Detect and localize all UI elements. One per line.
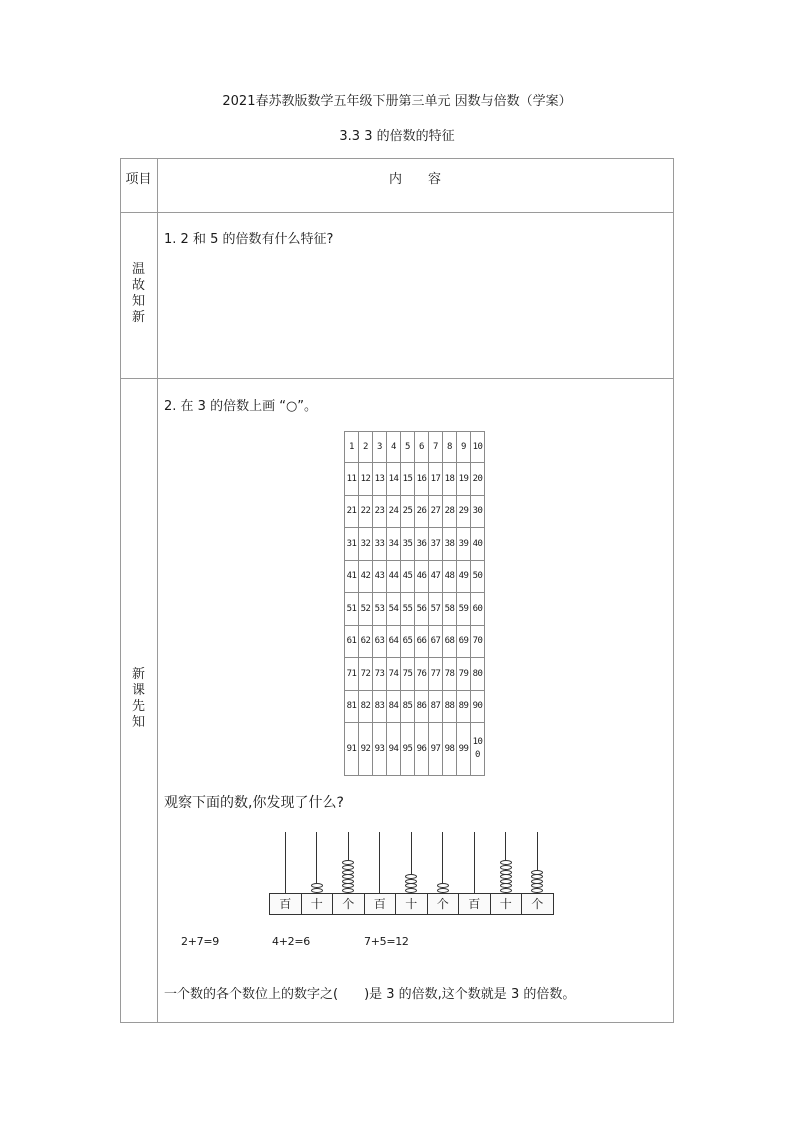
abacus-place-label: 个: [332, 893, 365, 915]
abacus-rod: [285, 832, 286, 893]
abacus-place-label: 百: [458, 893, 491, 915]
grid-cell[interactable]: 69: [457, 625, 471, 658]
grid-cell[interactable]: 100: [471, 723, 485, 776]
grid-cell[interactable]: 56: [415, 593, 429, 626]
abacus-bead: [342, 870, 354, 875]
grid-cell[interactable]: 96: [415, 723, 429, 776]
grid-cell[interactable]: 14: [387, 463, 401, 496]
grid-cell[interactable]: 18: [443, 463, 457, 496]
grid-cell[interactable]: 67: [429, 625, 443, 658]
grid-cell[interactable]: 15: [401, 463, 415, 496]
grid-cell[interactable]: 43: [373, 560, 387, 593]
abacus-bead: [500, 870, 512, 875]
grid-row: [345, 495, 485, 528]
grid-cell[interactable]: 80: [471, 658, 485, 691]
grid-row: [345, 593, 485, 626]
grid-cell[interactable]: 70: [471, 625, 485, 658]
grid-cell[interactable]: 75: [401, 658, 415, 691]
table-border-right: [673, 158, 674, 1023]
grid-cell[interactable]: 21: [345, 495, 359, 528]
abacus-bead: [342, 874, 354, 879]
grid-cell[interactable]: 84: [387, 690, 401, 723]
abacus-bead: [405, 883, 417, 888]
grid-cell[interactable]: 31: [345, 528, 359, 561]
question-1: 1. 2 和 5 的倍数有什么特征?: [164, 232, 334, 247]
grid-cell[interactable]: 36: [415, 528, 429, 561]
column-header-content: 内 容: [388, 172, 441, 187]
grid-cell[interactable]: 59: [457, 593, 471, 626]
abacus-rod: [474, 832, 475, 893]
abacus-bead: [311, 888, 323, 893]
grid-cell[interactable]: 30: [471, 495, 485, 528]
grid-cell[interactable]: 49: [457, 560, 471, 593]
grid-cell[interactable]: 82: [359, 690, 373, 723]
grid-row: [345, 528, 485, 561]
table-column-divider: [157, 158, 158, 1023]
grid-cell[interactable]: 86: [415, 690, 429, 723]
row-label-review: 温 故 知 新: [131, 262, 145, 325]
grid-row: [345, 690, 485, 723]
grid-cell[interactable]: 54: [387, 593, 401, 626]
grid-cell[interactable]: 63: [373, 625, 387, 658]
abacus-bead: [437, 888, 449, 893]
grid-cell[interactable]: 88: [443, 690, 457, 723]
abacus-bead: [405, 874, 417, 879]
grid-cell[interactable]: 51: [345, 593, 359, 626]
grid-cell[interactable]: 76: [415, 658, 429, 691]
grid-cell[interactable]: 87: [429, 690, 443, 723]
grid-cell[interactable]: 1: [345, 432, 359, 463]
grid-cell[interactable]: 97: [429, 723, 443, 776]
abacus-place-label: 十: [490, 893, 523, 915]
equation-3: 7+5=12: [364, 935, 409, 948]
abacus-diagram: [269, 832, 562, 916]
grid-cell[interactable]: 35: [401, 528, 415, 561]
hundreds-grid: [344, 431, 485, 776]
abacus-place-label: 个: [521, 893, 554, 915]
grid-cell[interactable]: 92: [359, 723, 373, 776]
grid-cell[interactable]: 52: [359, 593, 373, 626]
abacus-bead: [531, 879, 543, 884]
grid-cell[interactable]: 95: [401, 723, 415, 776]
grid-cell[interactable]: 73: [373, 658, 387, 691]
grid-cell[interactable]: 10: [471, 432, 485, 463]
grid-cell[interactable]: 2: [359, 432, 373, 463]
abacus-bead: [500, 879, 512, 884]
equation-2: 4+2=6: [272, 935, 310, 948]
grid-cell[interactable]: 33: [373, 528, 387, 561]
grid-cell[interactable]: 62: [359, 625, 373, 658]
document-title: 2021春苏教版数学五年级下册第三单元 因数与倍数（学案）: [222, 94, 572, 109]
grid-cell[interactable]: 47: [429, 560, 443, 593]
grid-cell[interactable]: 99: [457, 723, 471, 776]
grid-cell[interactable]: 34: [387, 528, 401, 561]
grid-cell[interactable]: 41: [345, 560, 359, 593]
grid-row: [345, 560, 485, 593]
grid-cell[interactable]: 29: [457, 495, 471, 528]
question-2: 2. 在 3 的倍数上画 “○”。: [164, 399, 318, 414]
grid-cell[interactable]: 5: [401, 432, 415, 463]
abacus-bead: [500, 888, 512, 893]
grid-cell[interactable]: 8: [443, 432, 457, 463]
abacus-bead: [342, 883, 354, 888]
grid-cell[interactable]: 61: [345, 625, 359, 658]
grid-cell[interactable]: 9: [457, 432, 471, 463]
grid-cell[interactable]: 27: [429, 495, 443, 528]
grid-cell[interactable]: 38: [443, 528, 457, 561]
grid-cell[interactable]: 40: [471, 528, 485, 561]
grid-cell[interactable]: 78: [443, 658, 457, 691]
grid-cell[interactable]: 37: [429, 528, 443, 561]
grid-cell[interactable]: 66: [415, 625, 429, 658]
grid-row: [345, 625, 485, 658]
grid-cell[interactable]: 83: [373, 690, 387, 723]
abacus-place-label: 十: [395, 893, 428, 915]
grid-cell[interactable]: 58: [443, 593, 457, 626]
grid-cell[interactable]: 91: [345, 723, 359, 776]
grid-cell[interactable]: 20: [471, 463, 485, 496]
abacus-place-label: 百: [269, 893, 302, 915]
abacus-bead: [342, 865, 354, 870]
grid-cell[interactable]: 48: [443, 560, 457, 593]
grid-cell[interactable]: 93: [373, 723, 387, 776]
grid-cell[interactable]: 11: [345, 463, 359, 496]
table-border-bottom: [120, 1022, 674, 1023]
lesson-subtitle: 3.3 3 的倍数的特征: [339, 129, 455, 144]
grid-cell[interactable]: 98: [443, 723, 457, 776]
grid-cell[interactable]: 28: [443, 495, 457, 528]
grid-cell[interactable]: 7: [429, 432, 443, 463]
grid-cell[interactable]: 12: [359, 463, 373, 496]
grid-cell[interactable]: 65: [401, 625, 415, 658]
abacus-bead: [531, 883, 543, 888]
grid-row: [345, 658, 485, 691]
row-label-new-lesson: 新 课 先 知: [131, 667, 145, 730]
grid-cell[interactable]: 53: [373, 593, 387, 626]
grid-cell[interactable]: 23: [373, 495, 387, 528]
grid-cell[interactable]: 39: [457, 528, 471, 561]
grid-cell[interactable]: 94: [387, 723, 401, 776]
abacus-bead: [531, 874, 543, 879]
grid-cell[interactable]: 55: [401, 593, 415, 626]
grid-cell[interactable]: 60: [471, 593, 485, 626]
grid-cell[interactable]: 4: [387, 432, 401, 463]
table-header-divider: [120, 212, 674, 213]
abacus-bead: [342, 860, 354, 865]
abacus-bead: [500, 865, 512, 870]
grid-cell[interactable]: 44: [387, 560, 401, 593]
grid-cell[interactable]: 74: [387, 658, 401, 691]
grid-cell[interactable]: 24: [387, 495, 401, 528]
grid-cell[interactable]: 77: [429, 658, 443, 691]
abacus-rod: [379, 832, 380, 893]
grid-cell[interactable]: 6: [415, 432, 429, 463]
abacus-bead: [342, 879, 354, 884]
grid-cell[interactable]: 72: [359, 658, 373, 691]
grid-cell[interactable]: 85: [401, 690, 415, 723]
grid-cell[interactable]: 89: [457, 690, 471, 723]
grid-cell[interactable]: 19: [457, 463, 471, 496]
grid-cell[interactable]: 57: [429, 593, 443, 626]
equation-1: 2+7=9: [181, 935, 219, 948]
grid-row: [345, 463, 485, 496]
grid-cell[interactable]: 26: [415, 495, 429, 528]
grid-cell[interactable]: 81: [345, 690, 359, 723]
abacus-bead: [531, 870, 543, 875]
abacus-bead: [500, 874, 512, 879]
table-row-divider: [120, 378, 674, 379]
grid-cell[interactable]: 42: [359, 560, 373, 593]
grid-cell[interactable]: 90: [471, 690, 485, 723]
grid-cell[interactable]: 45: [401, 560, 415, 593]
grid-cell[interactable]: 50: [471, 560, 485, 593]
grid-cell[interactable]: 17: [429, 463, 443, 496]
abacus-bead: [405, 879, 417, 884]
grid-cell[interactable]: 13: [373, 463, 387, 496]
grid-cell[interactable]: 46: [415, 560, 429, 593]
grid-cell[interactable]: 68: [443, 625, 457, 658]
observe-prompt: 观察下面的数,你发现了什么?: [164, 795, 344, 811]
abacus-place-label: 个: [427, 893, 460, 915]
grid-cell[interactable]: 71: [345, 658, 359, 691]
grid-row: [345, 432, 485, 463]
grid-cell[interactable]: 3: [373, 432, 387, 463]
conclusion-sentence: 一个数的各个数位上的数字之( )是 3 的倍数,这个数就是 3 的倍数。: [164, 987, 576, 1002]
column-header-item: 项目: [125, 172, 152, 187]
grid-cell[interactable]: 32: [359, 528, 373, 561]
grid-cell[interactable]: 16: [415, 463, 429, 496]
grid-cell[interactable]: 25: [401, 495, 415, 528]
grid-row: [345, 723, 485, 776]
abacus-place-label: 百: [364, 893, 397, 915]
abacus-place-label: 十: [301, 893, 334, 915]
grid-cell[interactable]: 22: [359, 495, 373, 528]
grid-cell[interactable]: 64: [387, 625, 401, 658]
grid-cell[interactable]: 79: [457, 658, 471, 691]
